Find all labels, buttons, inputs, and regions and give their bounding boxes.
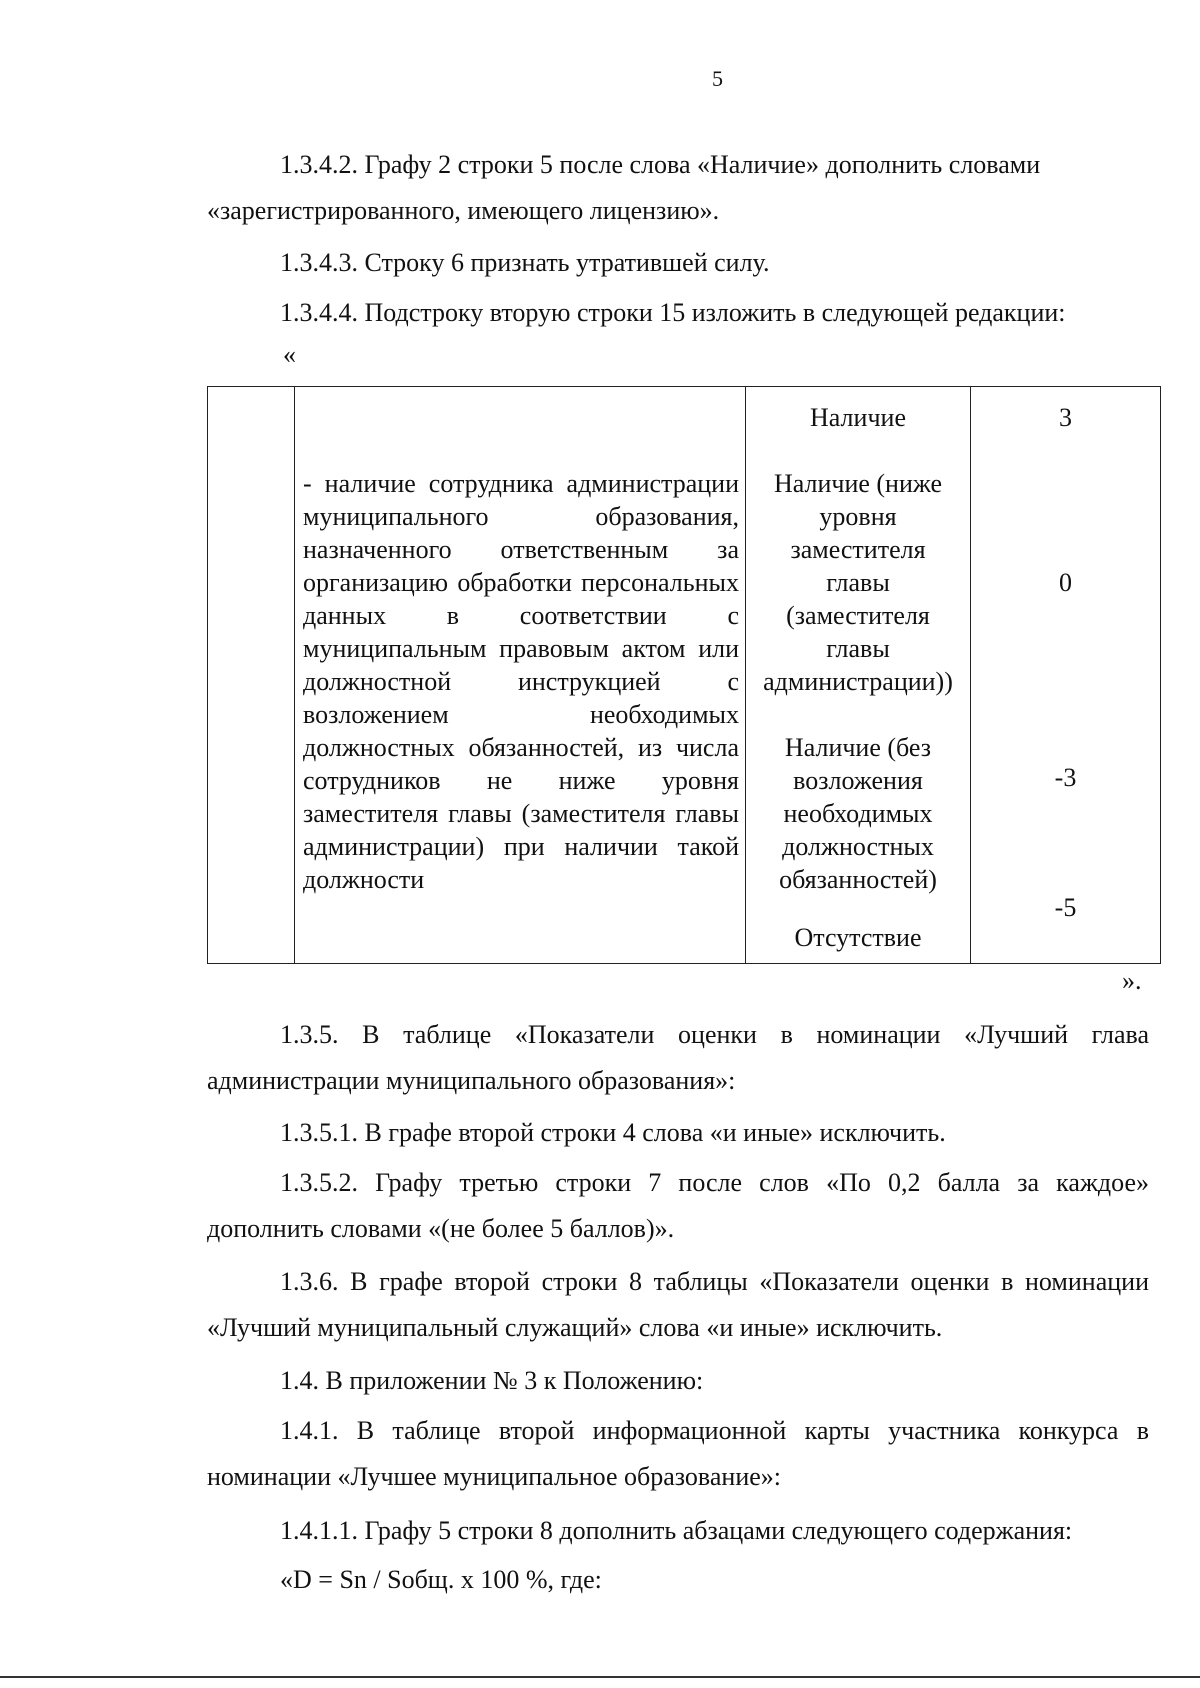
paragraph-1-3-5: 1.3.5. В таблице «Показатели оценки в номинации «Лучший глава администрации муниципального образования»: xyxy=(207,1020,1149,1095)
grade-line: главы xyxy=(826,634,890,663)
paragraph-1-4: 1.4. В приложении № 3 к Положению: xyxy=(280,1366,704,1395)
grade-line: необходимых xyxy=(783,799,933,828)
paragraph-1-3-4-3: 1.3.4.3. Строку 6 признать утратившей силу. xyxy=(280,248,770,277)
paragraph-1-4-1-1: 1.4.1.1. Графу 5 строки 8 дополнить абзацами следующего содержания: xyxy=(280,1516,1073,1545)
grade-without-duties xyxy=(746,731,970,896)
score-value: 0 xyxy=(1059,568,1072,597)
grade-line: уровня xyxy=(819,502,897,531)
grade-line: администрации)) xyxy=(763,667,953,696)
grade-line: Наличие (ниже xyxy=(773,469,943,498)
score-value: -5 xyxy=(1054,893,1077,922)
grade-line: Наличие (без xyxy=(784,733,932,762)
grade-line: главы xyxy=(826,568,890,597)
grade-present: Наличие xyxy=(810,403,906,432)
table-row xyxy=(208,387,1161,964)
criterion-text: - наличие сотрудника администрации муниципального образования, назначенного ответственным за организацию обработки персональных данных в соответствии с муниципальным правовым актом или должностной инструкцией с возложением необходимых должностных обязанностей, из числа сотрудников не ниже уровня заместителя главы (заместителя главы администрации) при наличии такой должности xyxy=(303,469,739,894)
grade-line: заместителя xyxy=(790,535,926,564)
score-value: -3 xyxy=(1054,763,1077,792)
table-cell-scores xyxy=(971,387,1161,964)
grade-line: должностных xyxy=(782,832,934,861)
paragraph-1-3-4-4: 1.3.4.4. Подстроку вторую строки 15 изложить в следующей редакции: xyxy=(280,298,1066,327)
paragraph-1-3-5-1: 1.3.5.1. В графе второй строки 4 слова «и иные» исключить. xyxy=(280,1118,946,1147)
paragraph-line: 1.3.4.2. Графу 2 строки 5 после слова «Наличие» дополнить словами xyxy=(280,150,1041,179)
table-cell-number xyxy=(208,387,295,964)
paragraph-1-4-1: 1.4.1. В таблице второй информационной карты участника конкурса в номинации «Лучшее муниципальное образование»: xyxy=(207,1416,1149,1491)
scan-bottom-rule xyxy=(0,1676,1200,1678)
criterion-description xyxy=(295,387,745,896)
closing-quote: ». xyxy=(1122,966,1142,995)
grade-line: (заместителя xyxy=(786,601,930,630)
paragraph-1-3-6: 1.3.6. В графе второй строки 8 таблицы «Показатели оценки в номинации «Лучший муниципальный служащий» слова «и иные» исключить. xyxy=(207,1267,1149,1342)
table-cell-description xyxy=(295,387,746,964)
page-number: 5 xyxy=(712,66,723,91)
replacement-table xyxy=(207,386,1161,964)
table-cell-grades xyxy=(746,387,971,964)
paragraph-1-3-4-2 xyxy=(207,142,1149,233)
opening-quote: « xyxy=(283,340,296,369)
formula-line: «D = Sn / Sобщ. x 100 %, где: xyxy=(280,1565,602,1594)
paragraph-1-3-5-2: 1.3.5.2. Графу третью строки 7 после слов «По 0,2 балла за каждое» дополнить словами «(не более 5 баллов)». xyxy=(207,1168,1149,1243)
score-value: 3 xyxy=(1059,403,1072,432)
grade-absent: Отсутствие xyxy=(794,923,922,952)
grade-line: возложения xyxy=(793,766,923,795)
grade-below-level xyxy=(746,467,970,698)
paragraph-line: «зарегистрированного, имеющего лицензию». xyxy=(207,195,720,225)
grade-line: обязанностей) xyxy=(779,865,937,894)
